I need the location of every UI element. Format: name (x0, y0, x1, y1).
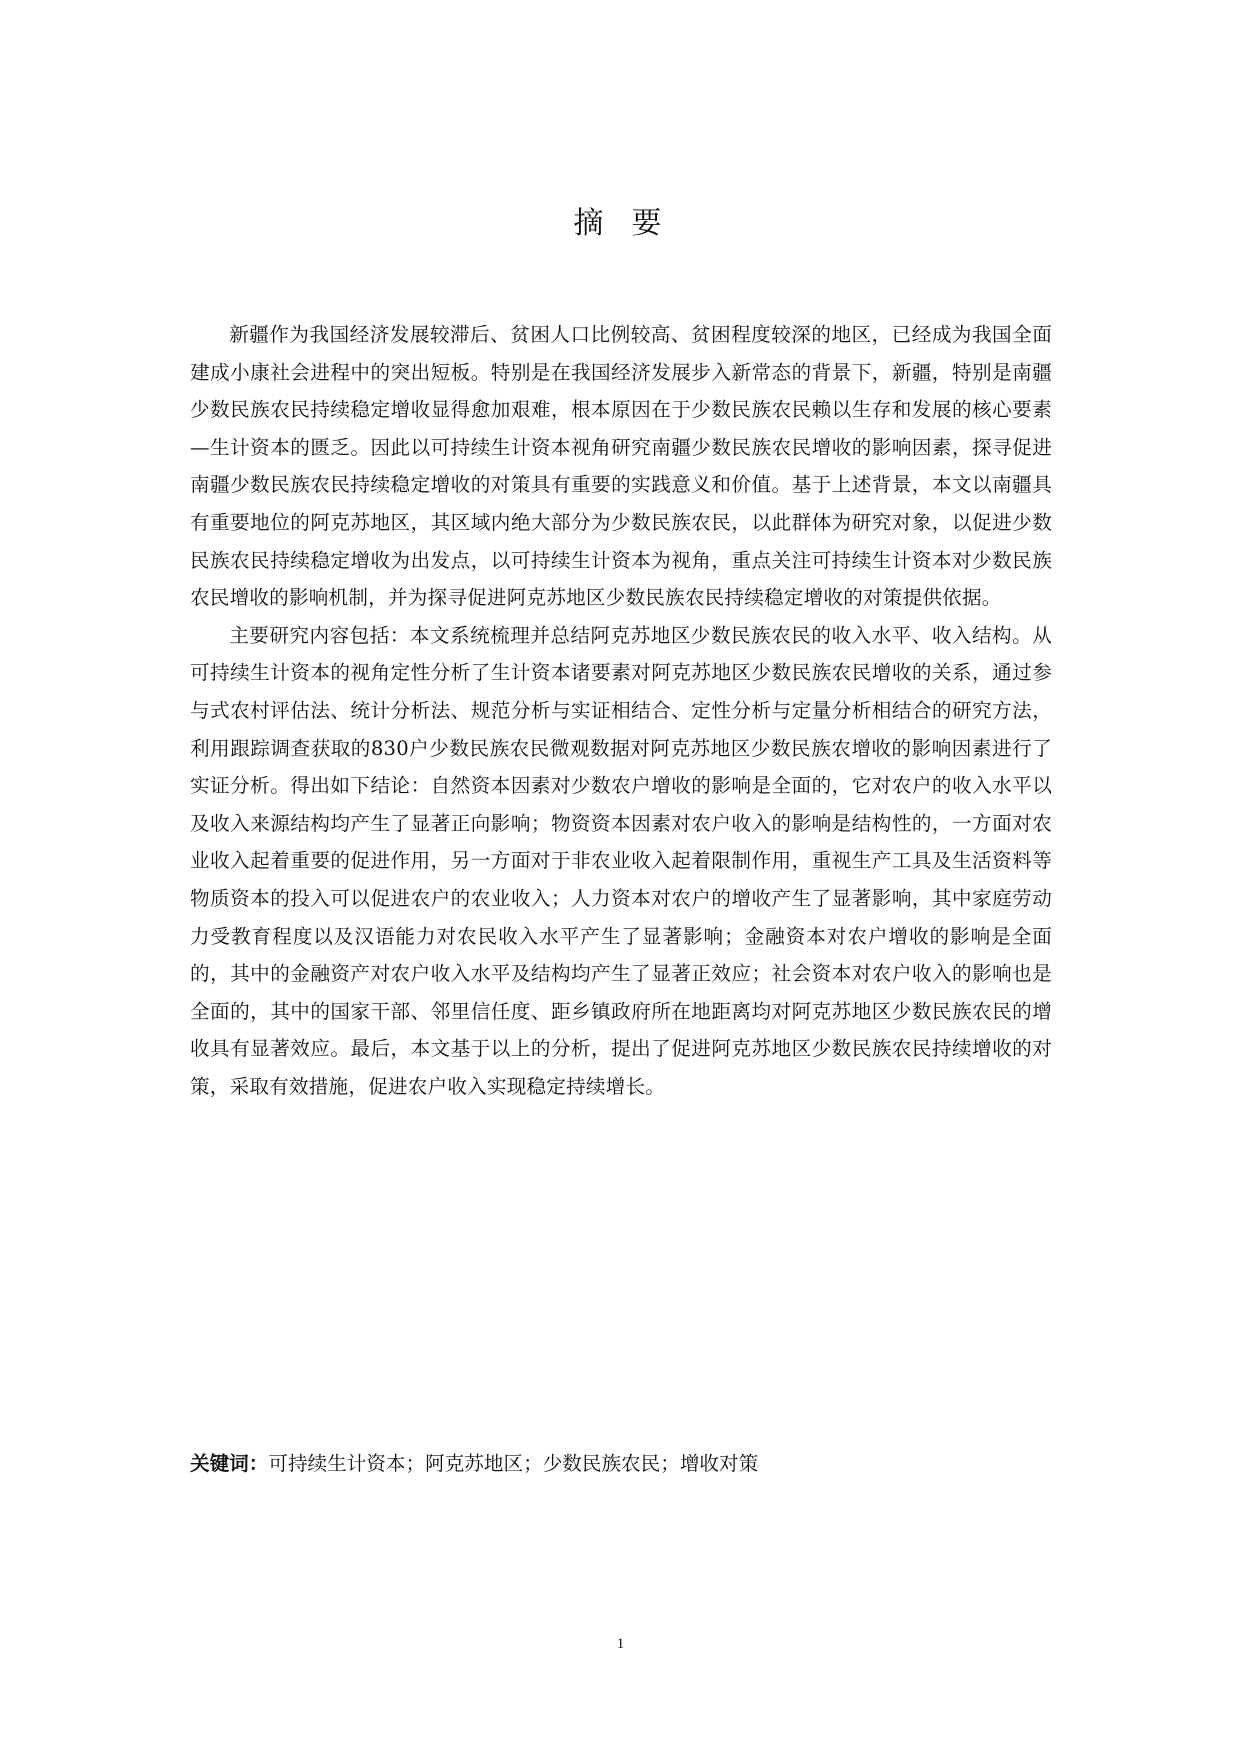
keyword-item: 少数民族农民 (542, 1452, 661, 1475)
keyword-separator (660, 1452, 680, 1475)
keyword-separator (523, 1452, 543, 1475)
abstract-paragraph-1: 新疆作为我国经济发展较滞后、贫困人口比例较高、贫困程度较深的地区，已经成为我国全面建成小康社会进程中的突出短板。特别是在我国经济发展步入新常态的背景下，新疆，特别是南疆少数民族农民持续稳定增收显得愈加艰难，根本原因在于少数民族农民赖以生存和发展的核心要素—生计资本的匮乏。因此以可持续生计资本视角研究南疆少数民族农民增收的影响因素，探寻促进南疆少数民族农民持续稳定增收的对策具有重要的实践意义和价值。基于上述背景，本文以南疆具有重要地位的阿克苏地区，其区域内绝大部分为少数民族农民，以此群体为研究对象，以促进少数民族农民持续稳定增收为出发点，以可持续生计资本为视角，重点关注可持续生计资本对少数民族农民增收的影响机制，并为探寻促进阿克苏地区少数民族农民持续稳定增收的对策提供依据。 (190, 323, 1052, 610)
page-number: 1 (616, 1636, 625, 1652)
keywords-label: 关键词： (190, 1452, 269, 1475)
abstract-title-char: 摘 (573, 206, 610, 241)
keyword-separator (406, 1452, 426, 1475)
keywords-line (190, 1449, 1052, 1479)
keyword-item: 增收对策 (679, 1452, 759, 1475)
abstract-title (0, 198, 1241, 242)
abstract-body (190, 316, 1052, 1105)
abstract-paragraph-2: 主要研究内容包括：本文系统梳理并总结阿克苏地区少数民族农民的收入水平、收入结构。从可持续生计资本的视角定性分析了生计资本诸要素对阿克苏地区少数民族农民增收的关系，通过参与式农村评估法、统计分析法、规范分析与实证相结合、定性分析与定量分析相结合的研究方法，利用跟踪调查获取的830户少数民族农民微观数据对阿克苏地区少数民族农增收的影响因素进行了实证分析。得出如下结论：自然资本因素对少数农户增收的影响是全面的，它对农户的收入水平以及收入来源结构均产生了显著正向影响；物资资本因素对农户收入的影响是结构性的，一方面对农业收入起着重要的促进作用，另一方面对于非农业收入起着限制作用，重视生产工具及生活资料等物质资本的投入可以促进农户的农业收入；人力资本对农户的增收产生了显著影响，其中家庭劳动力受教育程度以及汉语能力对农民收入水平产生了显著影响；金融资本对农户增收的影响是全面的，其中的金融资产对农户收入水平及结构均产生了显著正效应；社会资本对农户收入的影响也是全面的，其中的国家干部、邻里信任度、距乡镇政府所在地距离均对阿克苏地区少数民族农民的增收具有显著效应。最后，本文基于以上的分析，提出了促进阿克苏地区少数民族农民持续增收的对策，采取有效措施，促进农户收入实现稳定持续增长。 (190, 623, 1052, 1098)
keyword-item: 阿克苏地区 (425, 1452, 524, 1475)
abstract-title-char: 要 (631, 206, 668, 241)
keyword-item: 可持续生计资本 (268, 1452, 406, 1475)
